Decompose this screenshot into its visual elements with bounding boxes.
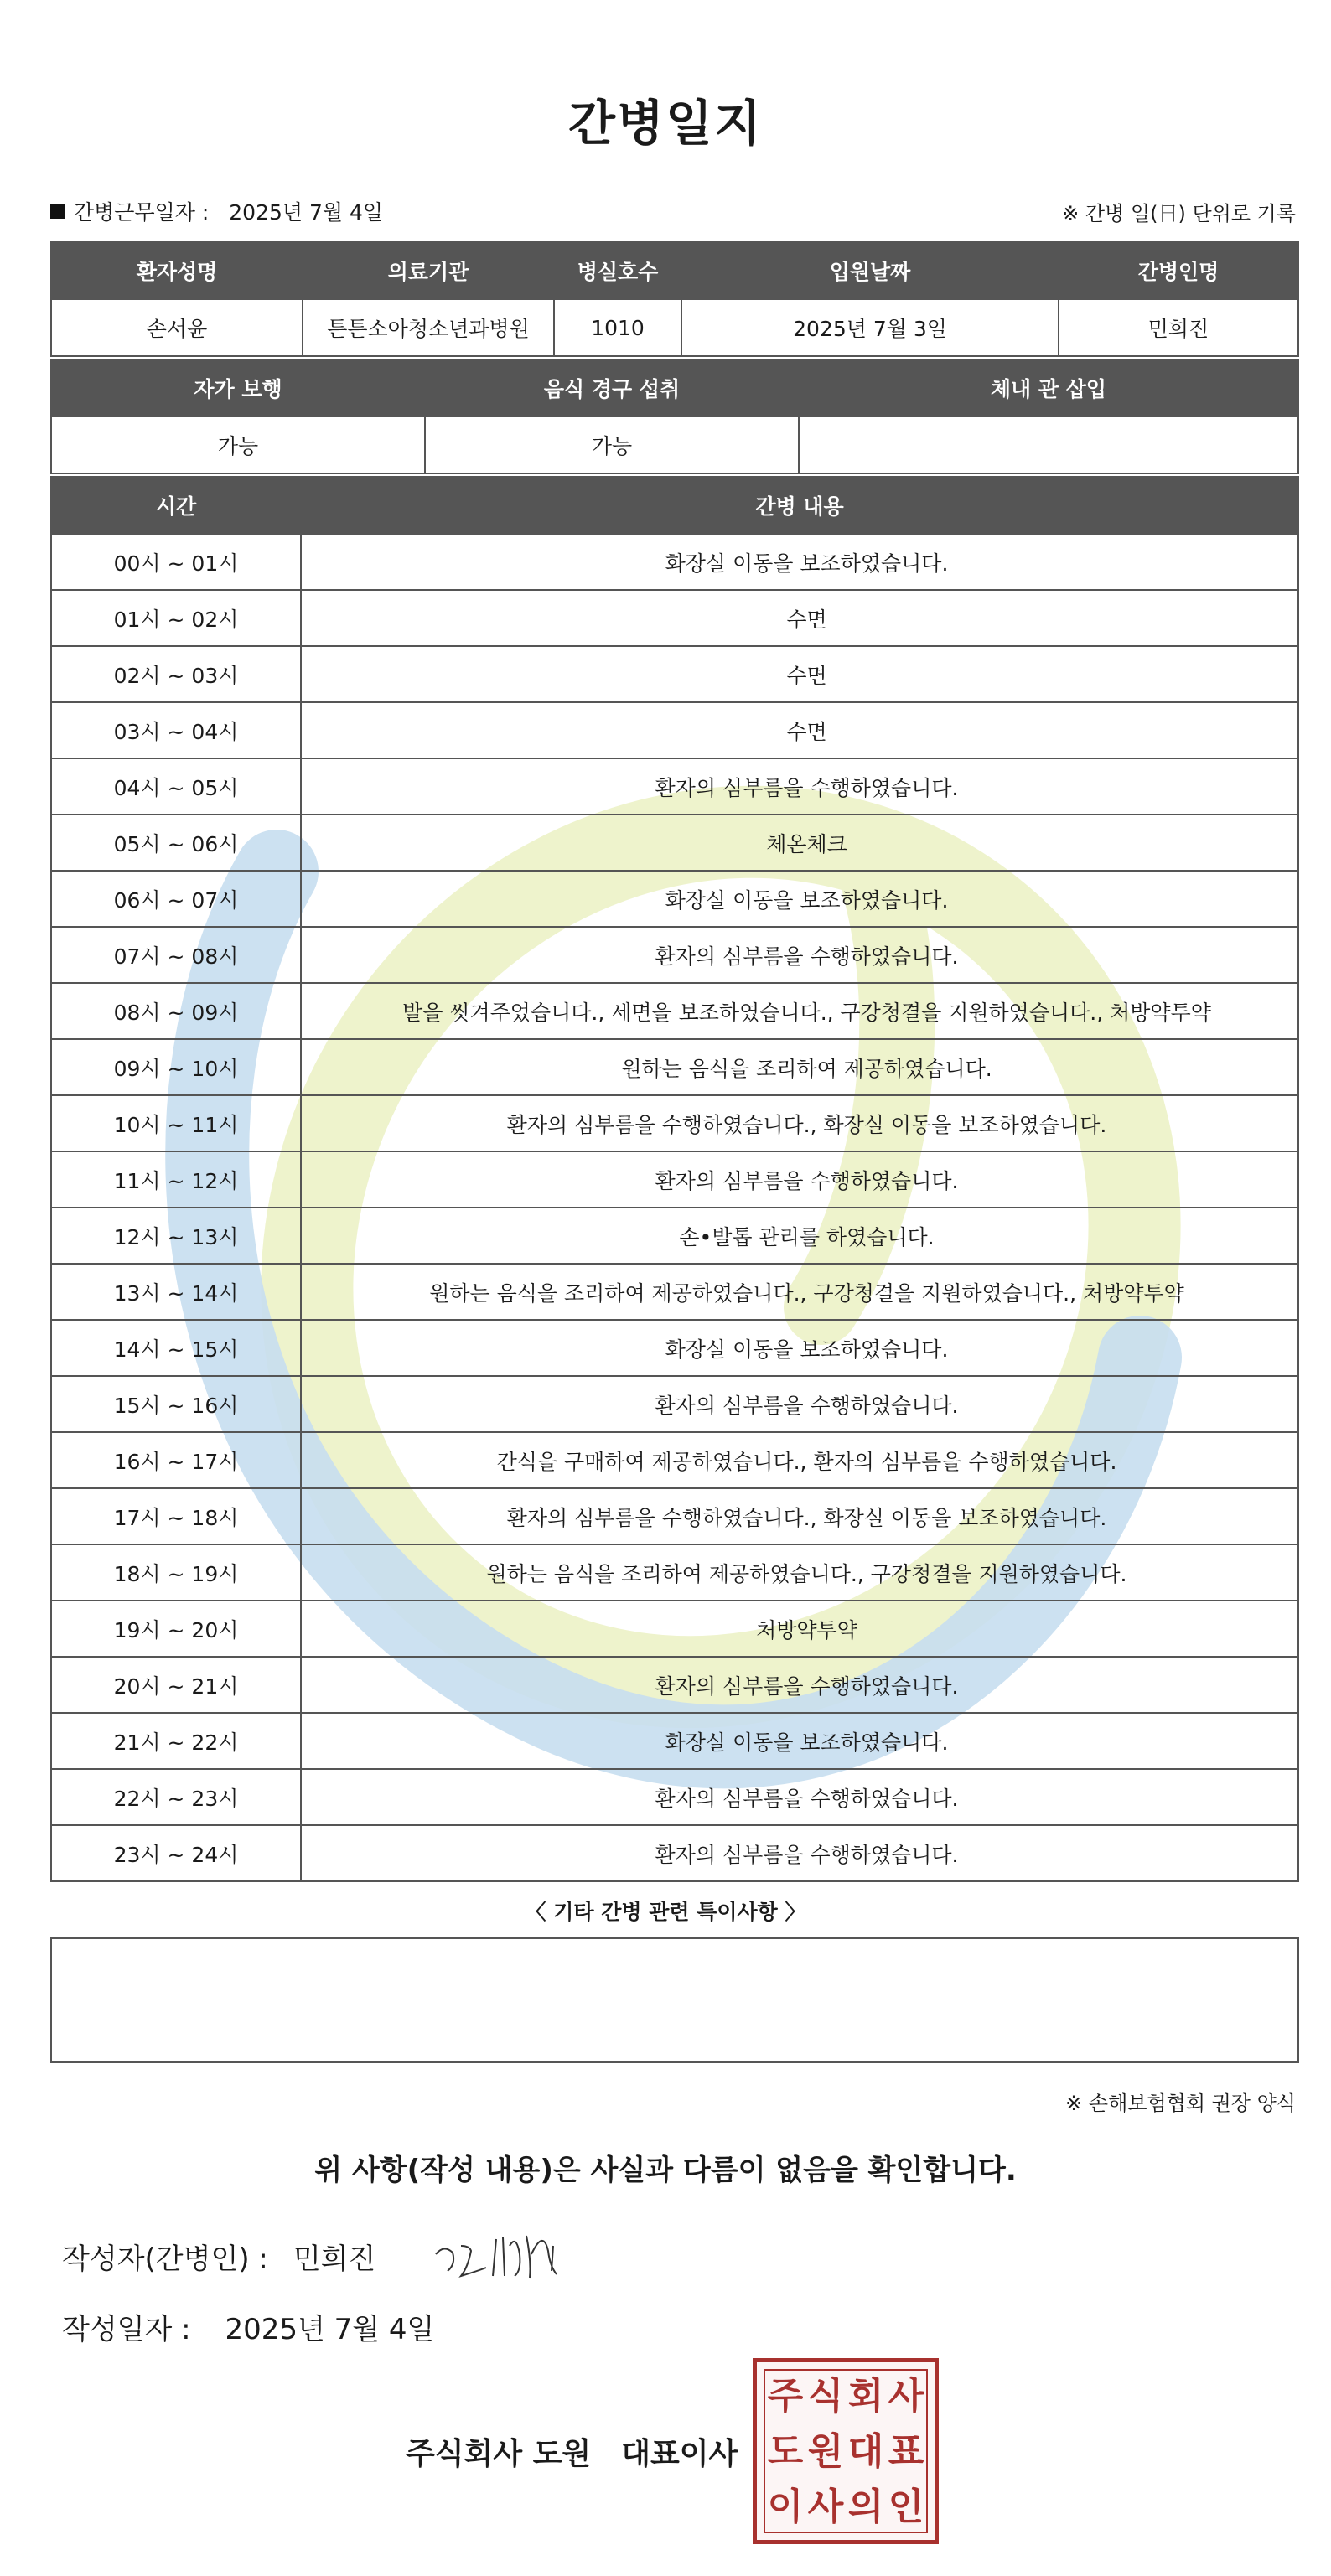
table-row — [51, 983, 1298, 1039]
seal-character: 대 — [847, 2430, 884, 2473]
seal-character: 사 — [807, 2485, 844, 2528]
admission-date: 2025년 7월 3일 — [681, 299, 1059, 356]
time-cell: 19시 ~ 20시 — [51, 1601, 301, 1657]
time-cell: 01시 ~ 02시 — [51, 590, 301, 646]
table-row — [51, 646, 1298, 702]
care-content-cell: 원하는 음식을 조리하여 제공하였습니다., 구강청결을 지원하였습니다. — [301, 1544, 1298, 1601]
patient-status-header — [51, 360, 1298, 416]
time-cell: 20시 ~ 21시 — [51, 1657, 301, 1713]
care-content-cell: 발을 씻겨주었습니다., 세면을 보조하였습니다., 구강청결을 지원하였습니다., 처방약투약 — [301, 983, 1298, 1039]
company-role: 대표이사 — [621, 2437, 738, 2471]
patient-status-table — [50, 359, 1299, 474]
table-row — [51, 590, 1298, 646]
time-cell: 11시 ~ 12시 — [51, 1151, 301, 1208]
table-row — [51, 1264, 1298, 1320]
patient-info-values — [51, 299, 1298, 356]
seal-character: 사 — [888, 2375, 924, 2418]
work-date — [50, 196, 383, 226]
care-content-cell: 화장실 이동을 보조하였습니다. — [301, 1713, 1298, 1769]
seal-character: 원 — [807, 2430, 844, 2473]
care-content-cell: 체온체크 — [301, 815, 1298, 871]
company-line — [406, 2430, 738, 2473]
seal-character: 식 — [807, 2375, 844, 2418]
recommend-note: ※ 손해보험협회 권장 양식 — [1065, 2092, 1296, 2115]
writer-label: 작성자(간병인) : — [62, 2242, 268, 2276]
time-cell: 22시 ~ 23시 — [51, 1769, 301, 1825]
table-row — [51, 1601, 1298, 1657]
care-content-cell: 화장실 이동을 보조하였습니다. — [301, 871, 1298, 927]
writer-name: 민희진 — [293, 2242, 376, 2276]
work-date-value: 2025년 7월 4일 — [229, 200, 384, 225]
patient-status-values — [51, 416, 1298, 473]
written-date-line — [62, 2306, 434, 2347]
table-row — [51, 1376, 1298, 1432]
time-cell: 18시 ~ 19시 — [51, 1544, 301, 1601]
care-log-table — [50, 476, 1299, 1882]
seal-character: 회 — [847, 2375, 884, 2418]
care-content-cell: 환자의 심부름을 수행하였습니다. — [301, 1376, 1298, 1432]
care-content-cell: 처방약투약 — [301, 1601, 1298, 1657]
company-name: 주식회사 도원 — [406, 2437, 592, 2471]
header-room: 병실호수 — [554, 242, 681, 299]
special-notes-title: 〈 기타 간병 관련 특이사항 〉 — [525, 1900, 806, 1924]
time-cell: 04시 ~ 05시 — [51, 758, 301, 815]
table-row — [51, 815, 1298, 871]
work-date-label: 간병근무일자 : — [74, 200, 210, 225]
meta-row — [50, 194, 1296, 228]
care-content-cell: 손•발톱 관리를 하였습니다. — [301, 1208, 1298, 1264]
table-row — [51, 927, 1298, 983]
care-content-cell: 환자의 심부름을 수행하였습니다. — [301, 1151, 1298, 1208]
care-content-cell: 환자의 심부름을 수행하였습니다., 화장실 이동을 보조하였습니다. — [301, 1488, 1298, 1544]
care-content-cell: 환자의 심부름을 수행하였습니다. — [301, 927, 1298, 983]
time-cell: 02시 ~ 03시 — [51, 646, 301, 702]
caregiver-name: 민희진 — [1059, 299, 1298, 356]
time-cell: 00시 ~ 01시 — [51, 534, 301, 590]
care-content-cell: 화장실 이동을 보조하였습니다. — [301, 534, 1298, 590]
patient-name: 손서윤 — [51, 299, 303, 356]
care-content-cell: 원하는 음식을 조리하여 제공하였습니다. — [301, 1039, 1298, 1095]
table-row — [51, 1544, 1298, 1601]
time-cell: 07시 ~ 08시 — [51, 927, 301, 983]
care-content-cell: 간식을 구매하여 제공하였습니다., 환자의 심부름을 수행하였습니다. — [301, 1432, 1298, 1488]
header-care-content: 간병 내용 — [301, 477, 1298, 534]
time-cell: 13시 ~ 14시 — [51, 1264, 301, 1320]
room-number: 1010 — [554, 299, 681, 356]
seal-characters — [765, 2369, 926, 2533]
page-title: 간병일지 — [567, 95, 764, 152]
care-content-cell: 원하는 음식을 조리하여 제공하였습니다., 구강청결을 지원하였습니다., 처방약투약 — [301, 1264, 1298, 1320]
seal-character: 이 — [767, 2485, 804, 2528]
care-content-cell: 환자의 심부름을 수행하였습니다. — [301, 1825, 1298, 1881]
seal-character: 주 — [767, 2375, 804, 2418]
oral-intake-value: 가능 — [425, 416, 799, 473]
time-cell: 09시 ~ 10시 — [51, 1039, 301, 1095]
header-tube-insertion: 체내 관 삽입 — [799, 360, 1298, 416]
seal-character: 도 — [767, 2430, 804, 2473]
care-content-cell: 수면 — [301, 590, 1298, 646]
header-time: 시간 — [51, 477, 301, 534]
tube-insertion-value — [799, 416, 1298, 473]
company-seal-stamp — [753, 2358, 939, 2544]
time-cell: 12시 ~ 13시 — [51, 1208, 301, 1264]
table-row — [51, 1432, 1298, 1488]
time-cell: 05시 ~ 06시 — [51, 815, 301, 871]
header-self-walking: 자가 보행 — [51, 360, 425, 416]
seal-character: 표 — [888, 2430, 924, 2473]
care-content-cell: 환자의 심부름을 수행하였습니다. — [301, 758, 1298, 815]
time-cell: 16시 ~ 17시 — [51, 1432, 301, 1488]
writer-line — [62, 2236, 375, 2277]
table-row — [51, 1657, 1298, 1713]
table-row — [51, 1039, 1298, 1095]
table-row — [51, 1208, 1298, 1264]
time-cell: 21시 ~ 22시 — [51, 1713, 301, 1769]
square-bullet-icon — [50, 204, 65, 219]
written-date-label: 작성일자 : — [62, 2313, 191, 2346]
time-cell: 06시 ~ 07시 — [51, 871, 301, 927]
time-cell: 03시 ~ 04시 — [51, 702, 301, 758]
time-cell: 10시 ~ 11시 — [51, 1095, 301, 1151]
hospital-name: 튼튼소아청소년과병원 — [303, 299, 554, 356]
table-row — [51, 1713, 1298, 1769]
care-log-header — [51, 477, 1298, 534]
care-content-cell: 화장실 이동을 보조하였습니다. — [301, 1320, 1298, 1376]
care-content-cell: 환자의 심부름을 수행하였습니다. — [301, 1769, 1298, 1825]
header-hospital: 의료기관 — [303, 242, 554, 299]
time-cell: 17시 ~ 18시 — [51, 1488, 301, 1544]
header-admission-date: 입원날짜 — [681, 242, 1059, 299]
table-row — [51, 758, 1298, 815]
time-cell: 08시 ~ 09시 — [51, 983, 301, 1039]
seal-character: 의 — [847, 2485, 884, 2528]
handwritten-signature — [427, 2221, 587, 2296]
self-walking-value: 가능 — [51, 416, 425, 473]
header-patient-name: 환자성명 — [51, 242, 303, 299]
care-log-body — [51, 534, 1298, 1881]
written-date-value: 2025년 7월 4일 — [225, 2313, 435, 2346]
unit-note: ※ 간병 일(日) 단위로 기록 — [1062, 201, 1296, 225]
care-content-cell: 수면 — [301, 702, 1298, 758]
table-row — [51, 1825, 1298, 1881]
header-caregiver-name: 간병인명 — [1059, 242, 1298, 299]
table-row — [51, 702, 1298, 758]
table-row — [51, 534, 1298, 590]
table-row — [51, 871, 1298, 927]
care-content-cell: 수면 — [301, 646, 1298, 702]
time-cell: 23시 ~ 24시 — [51, 1825, 301, 1881]
care-content-cell: 환자의 심부름을 수행하였습니다. — [301, 1657, 1298, 1713]
patient-info-table — [50, 241, 1299, 357]
table-row — [51, 1488, 1298, 1544]
time-cell: 14시 ~ 15시 — [51, 1320, 301, 1376]
table-row — [51, 1320, 1298, 1376]
table-row — [51, 1095, 1298, 1151]
confirmation-statement: 위 사항(작성 내용)은 사실과 다름이 없음을 확인합니다. — [314, 2154, 1017, 2187]
table-row — [51, 1769, 1298, 1825]
patient-info-header — [51, 242, 1298, 299]
time-cell: 15시 ~ 16시 — [51, 1376, 301, 1432]
header-oral-intake: 음식 경구 섭취 — [425, 360, 799, 416]
special-notes-box — [50, 1937, 1299, 2063]
seal-character: 인 — [888, 2485, 924, 2528]
table-row — [51, 1151, 1298, 1208]
care-content-cell: 환자의 심부름을 수행하였습니다., 화장실 이동을 보조하였습니다. — [301, 1095, 1298, 1151]
